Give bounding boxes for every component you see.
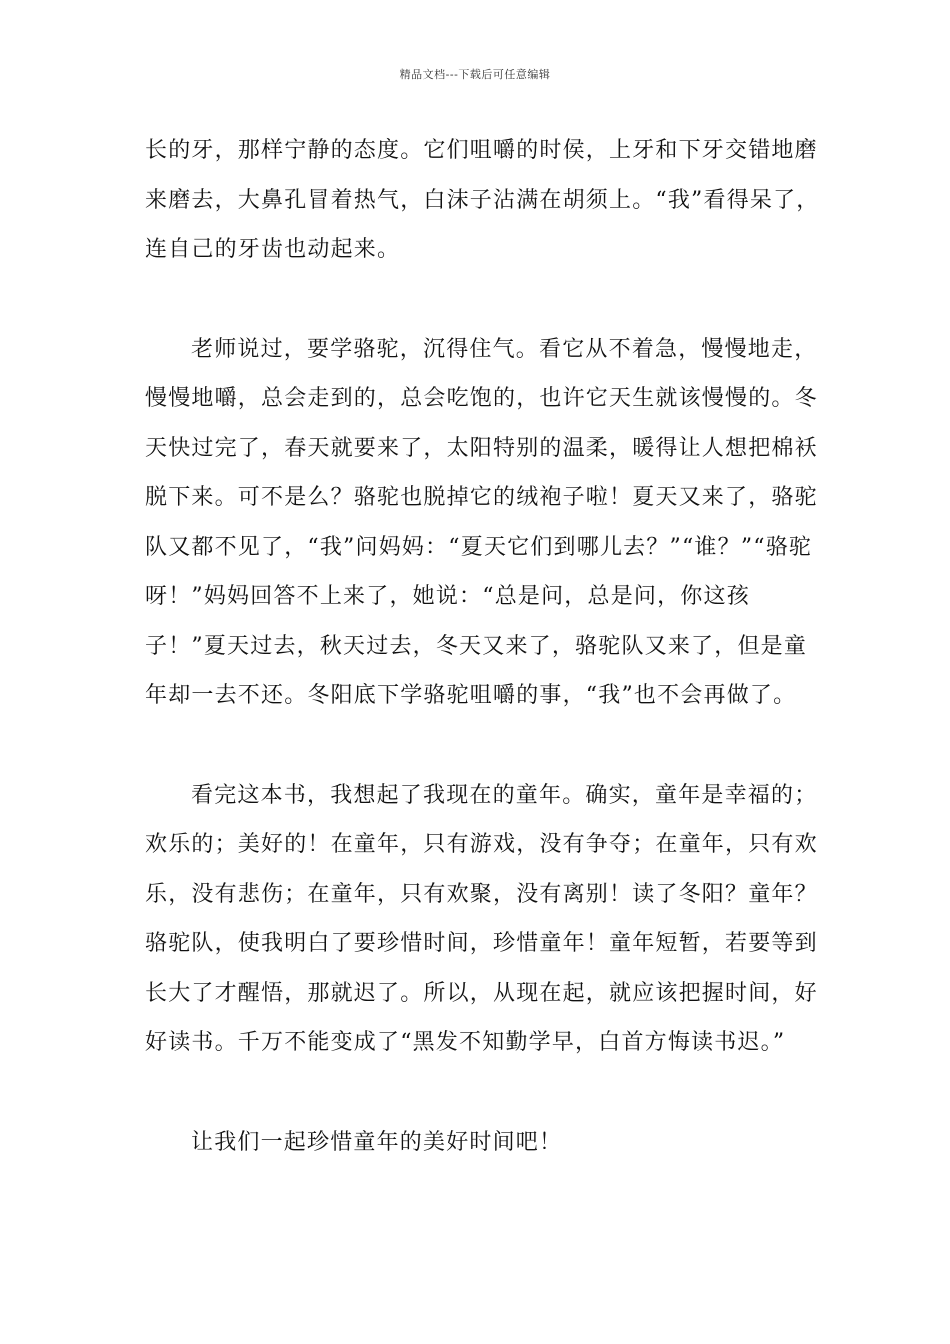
page-header: 精品文档---下载后可任意编辑 [399,68,551,81]
paragraph-reflection: 看完这本书，我想起了我现在的童年。确实，童年是幸福的；欢乐的；美好的！在童年，只有游戏，没有争夺；在童年，只有欢乐，没有悲伤；在童年，只有欢聚，没有离别！读了冬阳？童年？骆驼队，使我明白了要珍惜时间，珍惜童年！童年短暂，若要等到长大了才醒悟，那就迟了。所以，从现在起，就应该把握时间，好好读书。千万不能变成了“黑发不知勤学早，白首方悔读书迟。” [145,782,818,1055]
paragraph-continued: 长的牙，那样宁静的态度。它们咀嚼的时侯，上牙和下牙交错地磨来磨去，大鼻孔冒着热气，白沫子沾满在胡须上。“我”看得呆了，连自己的牙齿也动起来。 [145,138,820,262]
document-body [145,126,825,1217]
paragraph-conclusion: 让我们一起珍惜童年的美好时间吧！ [191,1129,563,1155]
paragraph-teacher-camel: 老师说过，要学骆驼，沉得住气。看它从不着急，慢慢地走，慢慢地嚼，总会走到的，总会吃饱的，也许它天生就该慢慢的。冬天快过完了，春天就要来了，太阳特别的温柔，暖得让人想把棉袄脱下来。可不是么？骆驼也脱掉它的绒袍子啦！夏天又来了，骆驼队又都不见了，“我”问妈妈：“夏天它们到哪儿去？”“谁？”“骆驼呀！”妈妈回答不上来了，她说：“总是问，总是问，你这孩子！”夏天过去，秋天过去，冬天又来了，骆驼队又来了，但是童年却一去不还。冬阳底下学骆驼咀嚼的事，“我”也不会再做了。 [145,336,818,708]
